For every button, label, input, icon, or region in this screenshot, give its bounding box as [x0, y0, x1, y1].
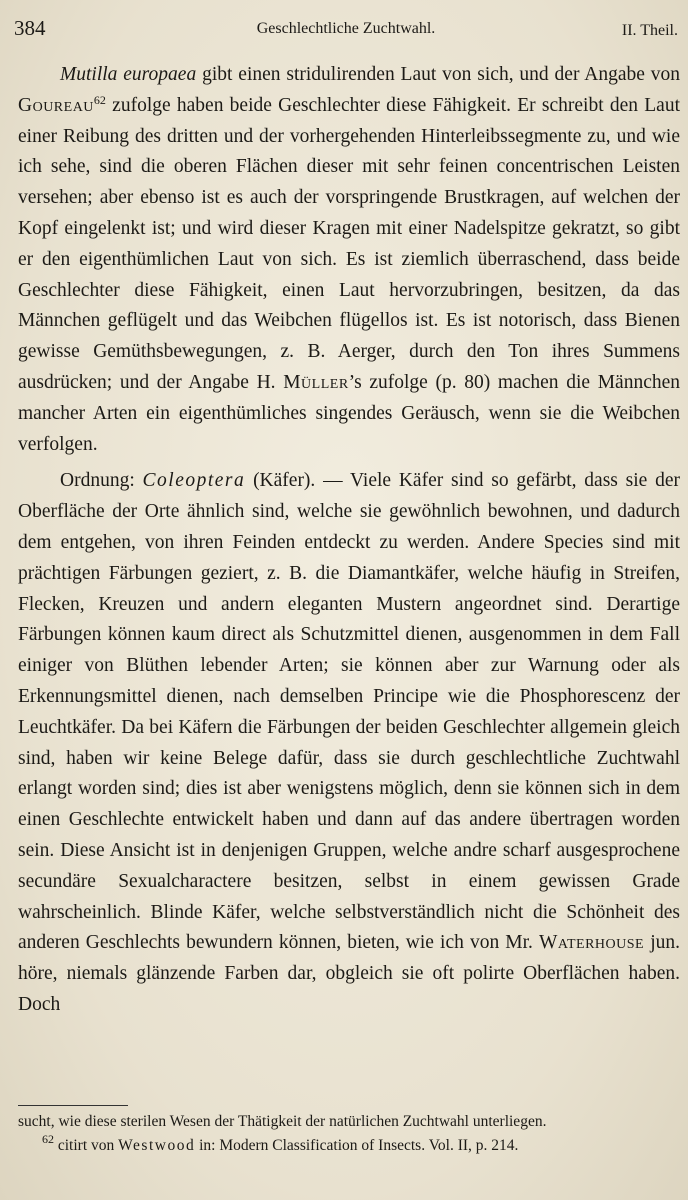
footnote-ref: 62 — [93, 92, 106, 107]
footnote-continuation: sucht, wie diese sterilen Wesen der Thätigkeit der natürlichen Zuchtwahl unterliegen. — [18, 1113, 547, 1130]
order-label: Ordnung: — [60, 470, 143, 492]
running-title: Geschlechtliche Zuchtwahl. — [256, 20, 436, 37]
body-text — [18, 60, 680, 1021]
text-run: ’s zufolge (p. 80) machen die Männchen mancher Arten ein eigenthümliches singendes Geräusch, wenn sie die Weibchen verfolgen. — [18, 371, 681, 455]
text-run: (Käfer). — Viele Käfer sind so gefärbt, dass sie der Oberfläche der Orte ähnlich sind, welche sie gewöhnlich bewohnen, und dadurch dem entgehen, von ihren Feinden entdeckt zu werden. Andere Species sind mit prächtigen Färbungen geziert, z. B. die Diamantkäfer, welche häufig in Streifen, Flecken, Kreuzen und andern eleganten Mustern angeordnet sind. Derartige Färbungen können kaum direct als Schutzmittel dienen, ausgenommen in dem Fall einiger von Blüthen lebender Arten; sie können aber zur Warnung oder als Erkennungsmittel dienen, nach demselben Principe wie die Phosphorescenz der Leuchtkäfer. Da bei Käfern die Färbungen der beiden Geschlechter allgemein gleich sind, haben wir keine Belege dafür, dass sie durch geschlechtliche Zuchtwahl erlangt worden sind; dies ist aber wenigstens möglich, denn sie können sich in dem einen Geschlechte entwickelt haben und dann auf das andere übertragen worden sein. Diese Ansicht ist in denjenigen Gruppen, welche andre scharf ausgesprochene secundäre Sexualcharactere besitzen, selbst in einem gewissen Grade wahrscheinlich. Blinde Käfer, welche selbstverständlich nicht die Schönheit des anderen Geschlechts bewundern können, bieten, wie ich von Mr. — [18, 470, 680, 954]
paragraph-coleoptera — [18, 466, 680, 1020]
page-header — [14, 16, 678, 46]
species-name: Mutilla europaea — [60, 64, 197, 85]
part-label: II. Theil. — [621, 22, 678, 39]
footnote-author: Westwood — [118, 1137, 196, 1154]
footnote-mark: 62 — [42, 1132, 54, 1146]
text-run: jun. höre, niemals glänzende Farben dar, obgleich sie oft polirte Oberflächen haben. Doch — [18, 932, 680, 1015]
author-name: Müller — [283, 371, 349, 393]
footnotes — [18, 1110, 680, 1158]
author-name: Goureau — [18, 94, 94, 116]
footnote-text: in: Modern Classification of Insects. Vol. II, p. 214. — [195, 1137, 519, 1154]
author-name: Waterhouse — [539, 932, 645, 954]
footnote-text: citirt von — [54, 1137, 119, 1154]
paragraph-mutilla — [18, 60, 680, 460]
order-name: Coleoptera — [142, 470, 246, 492]
page-number: 384 — [14, 16, 46, 40]
text-run: gibt einen stridulirenden Laut von sich, und der Angabe von — [196, 64, 681, 85]
footnote-62 — [18, 1134, 680, 1158]
text-run: zufolge haben beide Geschlechter diese Fähigkeit. Er schreibt den Laut einer Reibung des dritten und der vorhergehenden Hinterleibssegmente zu, und wie ich sehe, sind die oberen Flächen dieser mit sehr feinen concentrischen Leisten versehen; aber ebenso ist es auch der vorspringende Brustkragen, auf welchen der Kopf eingelenkt ist; und wird dieser Kragen mit einer Nadelspitze gekratzt, so gibt er den eigenthümlichen Laut von sich. Es ist ziemlich überraschend, dass beide Geschlechter diese Fähigkeit, einen Laut hervorzubringen, besitzen, da das Männchen geflügelt und das Weibchen flügellos ist. Es ist notorisch, dass Bienen gewisse Gemüthsbewegungen, z. B. Aerger, durch den Ton ihres Summens ausdrücken; und der Angabe H. — [18, 94, 680, 393]
footnote-rule — [18, 1105, 128, 1106]
